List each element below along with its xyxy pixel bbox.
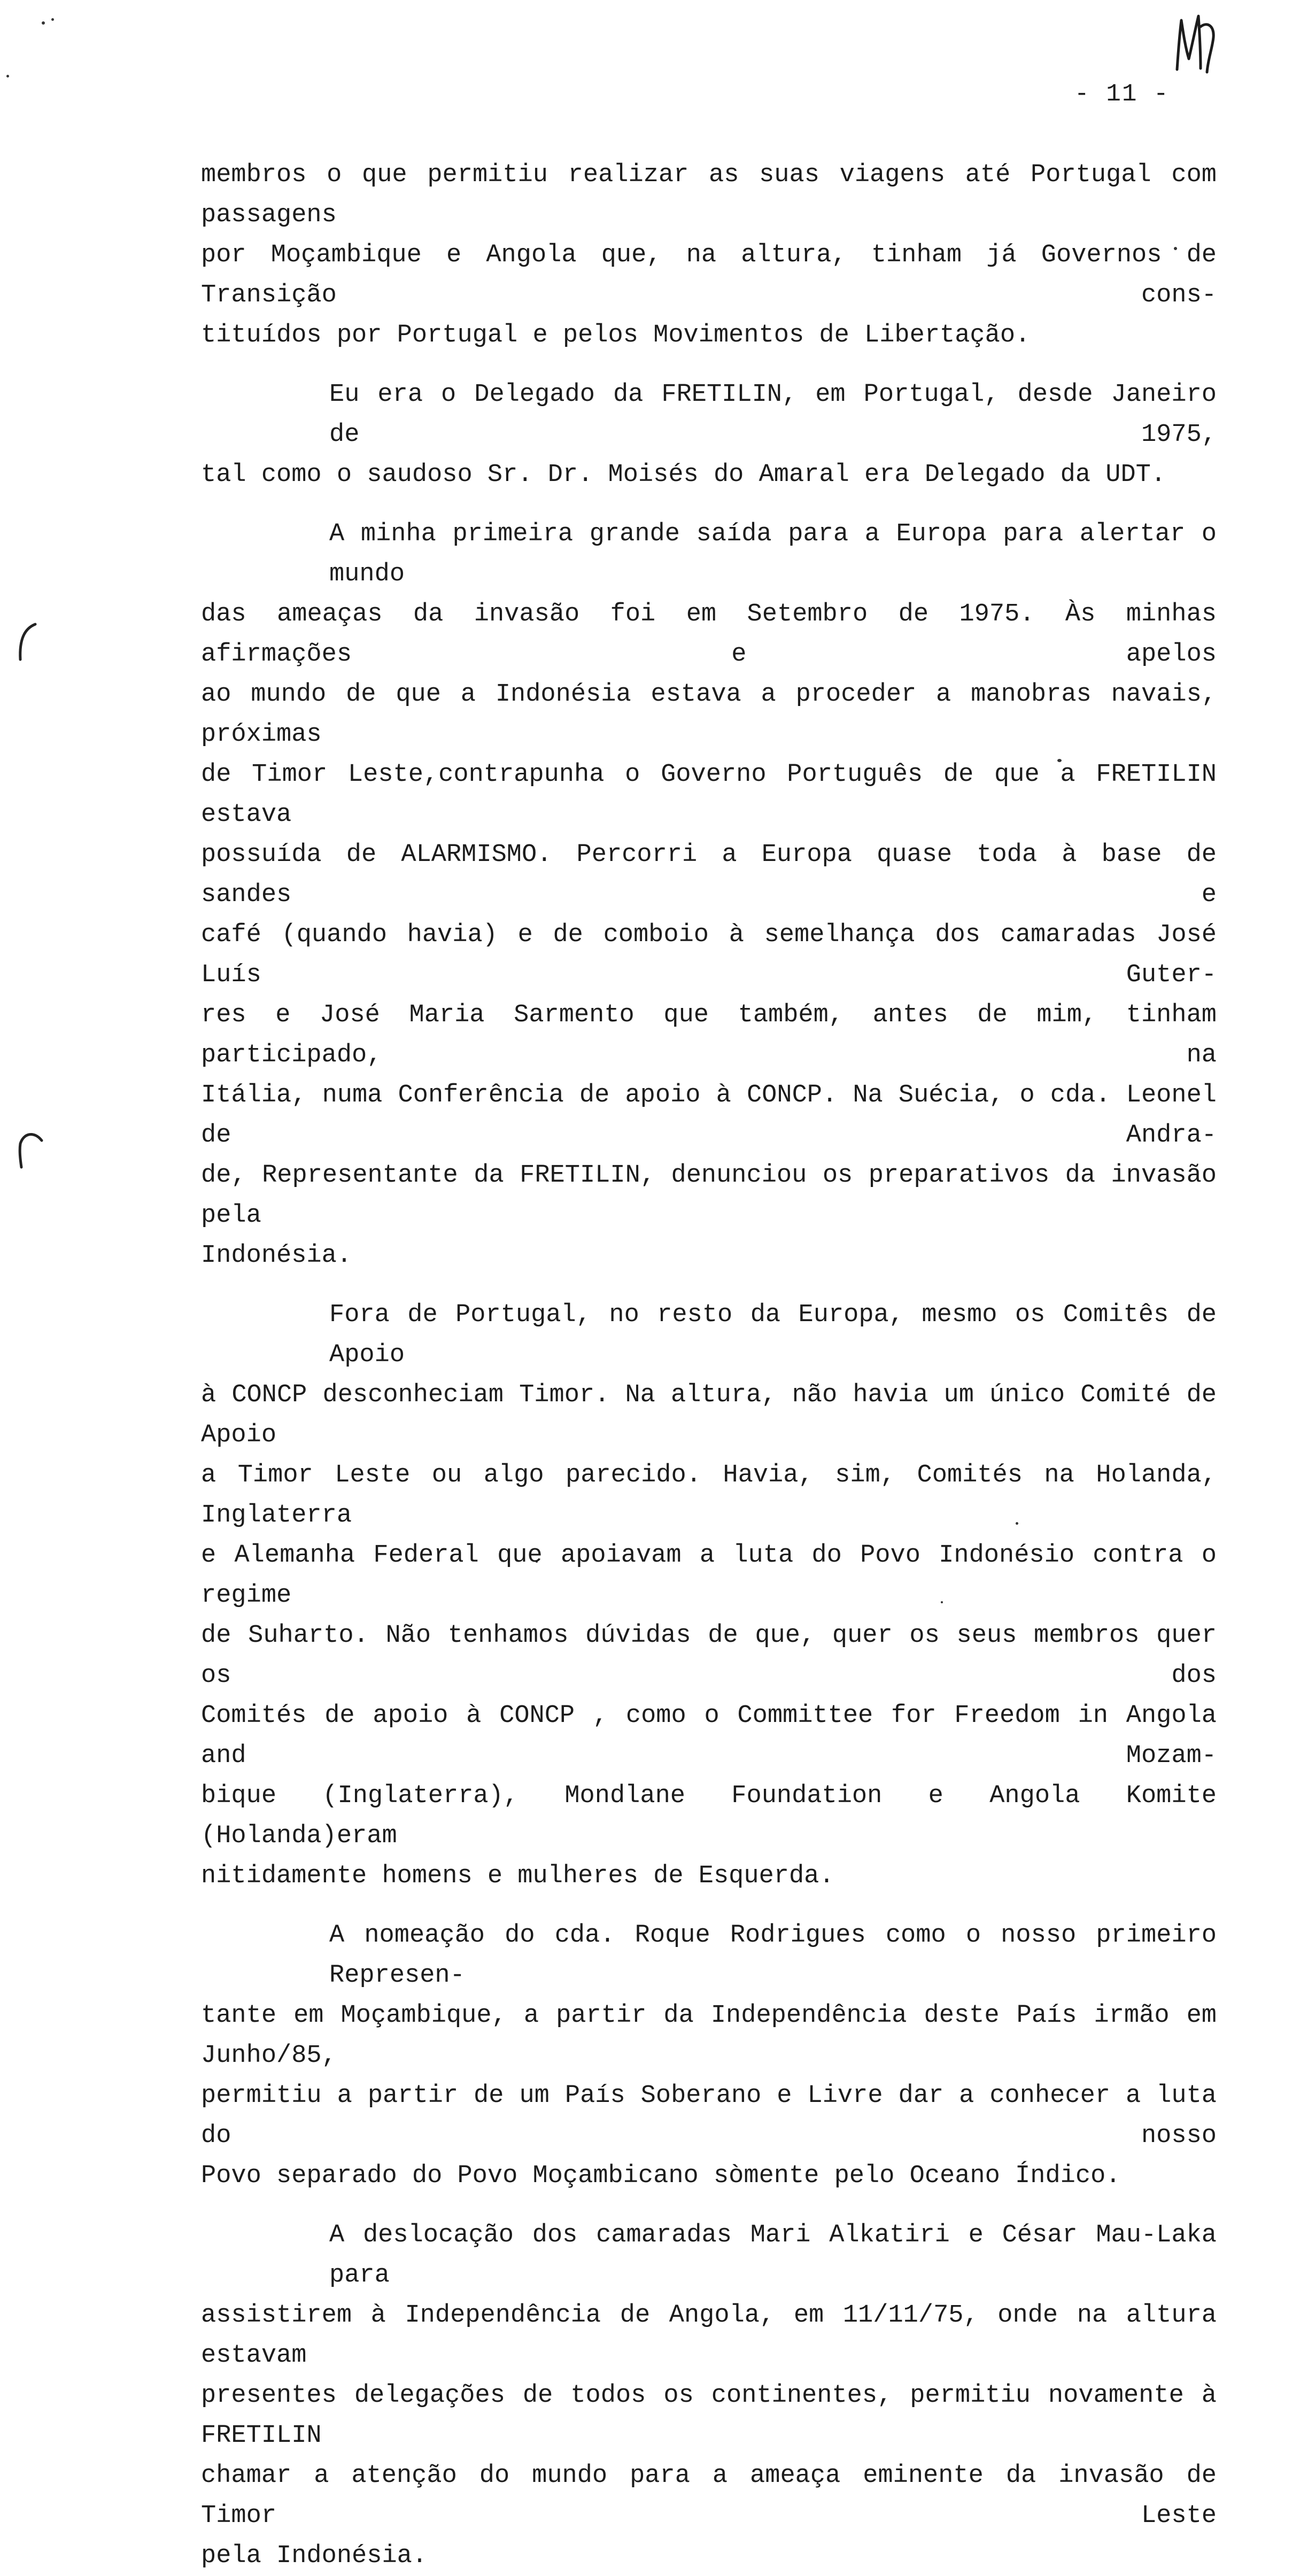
text-line: Povo separado do Povo Moçambicano sòmente pelo Oceano Índico. — [201, 2162, 1121, 2190]
paragraph — [201, 1295, 1217, 1896]
paragraph — [201, 514, 1217, 1276]
text-line: chamar a atenção do mundo para a ameaça eminente da invasão de Timor Leste — [201, 2462, 1217, 2530]
text-line: tal como o saudoso Sr. Dr. Moisés do Amaral era Delegado da UDT. — [201, 461, 1166, 489]
text-line: de Timor Leste,contrapunha o Governo Português de que a FRETILIN estava — [201, 761, 1217, 829]
text-line: Itália, numa Conferência de apoio à CONCP. Na Suécia, o cda. Leonel de Andra- — [201, 1081, 1217, 1150]
text-line: pela Indonésia. — [201, 2542, 428, 2570]
text-line: A nomeação do cda. Roque Rodrigues como o nosso primeiro Represen- — [329, 1921, 1217, 1990]
text-line: café (quando havia) e de comboio à semelhança dos camaradas José Luís Guter- — [201, 921, 1217, 989]
text-line: das ameaças da invasão foi em Setembro de 1975. Às minhas afirmações e apelos — [201, 600, 1217, 669]
scan-speck — [51, 18, 54, 21]
text-line: tante em Moçambique, a partir da Independência deste País irmão em Junho/85, — [201, 2001, 1217, 2070]
text-line: de Suharto. Não tenhamos dúvidas de que, quer os seus membros quer os dos — [201, 1621, 1217, 1690]
text-line: ao mundo de que a Indonésia estava a proceder a manobras navais, próximas — [201, 680, 1217, 749]
scan-speck — [6, 75, 9, 77]
text-line: de, Representante da FRETILIN, denunciou os preparativos da invasão pela — [201, 1161, 1217, 1230]
text-line: permitiu a partir de um País Soberano e Livre dar a conhecer a luta do nosso — [201, 2082, 1217, 2150]
text-line: Fora de Portugal, no resto da Europa, mesmo os Comitês de Apoio — [329, 1301, 1217, 1369]
paragraph — [201, 155, 1217, 355]
text-line: nitidamente homens e mulheres de Esquerda. — [201, 1862, 834, 1890]
page-number: - 11 - — [1074, 80, 1170, 108]
text-line: bique (Inglaterra), Mondlane Foundation e Angola Komite (Holanda)eram — [201, 1782, 1217, 1850]
paragraph — [201, 1915, 1217, 2196]
text-line: à CONCP desconheciam Timor. Na altura, não havia um único Comité de Apoio — [201, 1381, 1217, 1449]
text-line: res e José Maria Sarmento que também, antes de mim, tinham participado, na — [201, 1001, 1217, 1069]
paragraph — [201, 375, 1217, 495]
text-line: por Moçambique e Angola que, na altura, tinham já Governos de Transição cons- — [201, 241, 1217, 309]
text-line: A deslocação dos camaradas Mari Alkatiri e César Mau-Laka para — [329, 2221, 1217, 2290]
text-line: A minha primeira grande saída para a Europa para alertar o mundo — [329, 520, 1217, 588]
text-line: e Alemanha Federal que apoiavam a luta do Povo Indonésio contra o regime — [201, 1541, 1217, 1610]
body-text — [201, 155, 1217, 2576]
text-line: possuída de ALARMISMO. Percorri a Europa quase toda à base de sandes e — [201, 841, 1217, 909]
text-line: membros o que permitiu realizar as suas viagens até Portugal com passagens — [201, 161, 1217, 229]
text-line: a Timor Leste ou algo parecido. Havia, sim, Comités na Holanda, Inglaterra — [201, 1461, 1217, 1530]
scan-speck — [42, 21, 45, 25]
text-line: Eu era o Delegado da FRETILIN, em Portugal, desde Janeiro de 1975, — [329, 381, 1217, 449]
text-line: assistirem à Independência de Angola, em 11/11/75, onde na altura estavam — [201, 2301, 1217, 2370]
text-line: presentes delegações de todos os continentes, permitiu novamente à FRETILIN — [201, 2381, 1217, 2450]
text-line: Comités de apoio à CONCP , como o Committee for Freedom in Angola and Mozam- — [201, 1702, 1217, 1770]
paragraph — [201, 2215, 1217, 2576]
margin-bracket-mark — [10, 1128, 47, 1170]
margin-bracket-mark — [10, 620, 42, 663]
text-line: tituídos por Portugal e pelos Movimentos de Libertação. — [201, 321, 1031, 350]
handwritten-initials-mark — [1165, 5, 1224, 80]
text-line: Indonésia. — [201, 1242, 352, 1270]
